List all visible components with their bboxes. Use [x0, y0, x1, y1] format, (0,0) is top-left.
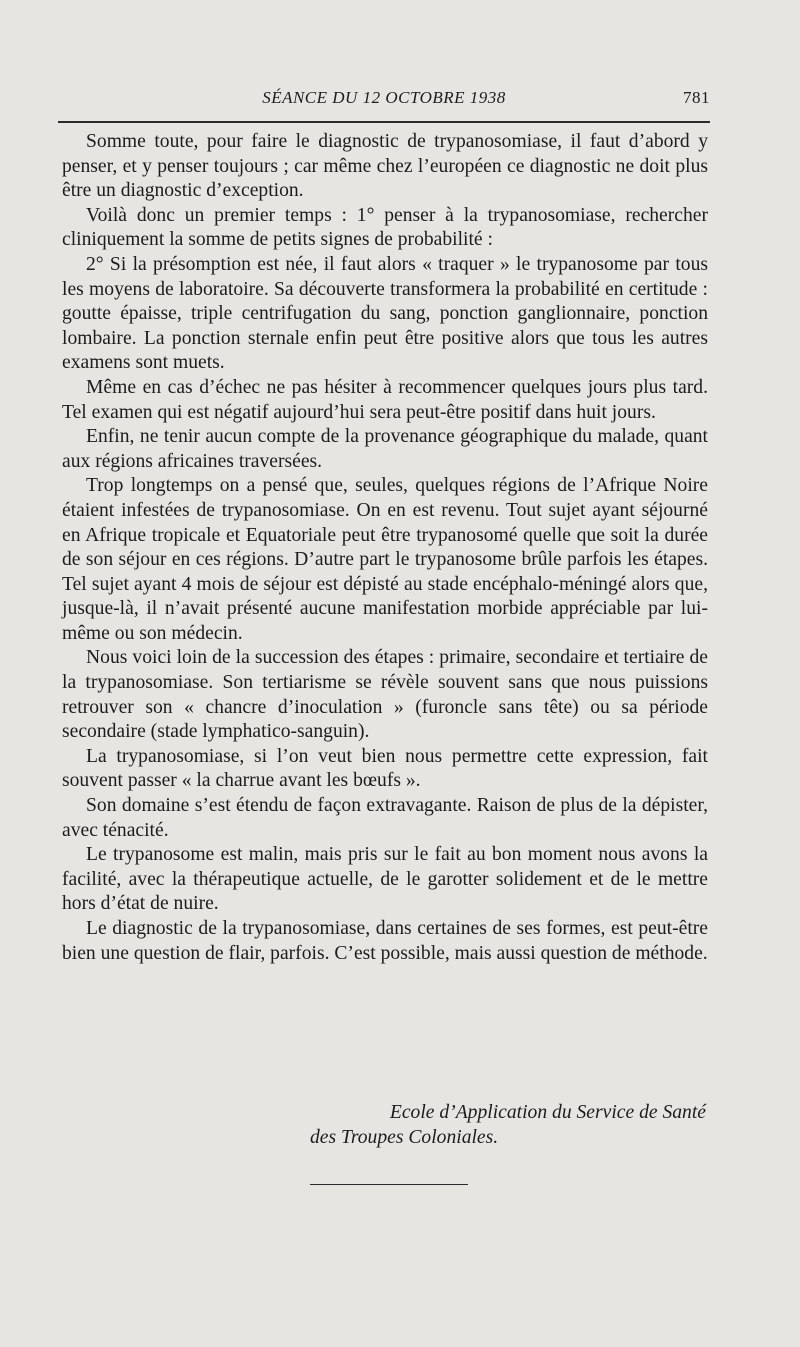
closing-rule [310, 1184, 468, 1185]
paragraph: 2° Si la présomption est née, il faut alors « traquer » le trypanosome par tous les moyens de laboratoire. Sa découverte transformera la probabilité en certitude : goutte épaisse, triple centrifugation du sang, ponction ganglionnaire, ponction lombaire. La ponction sternale enfin peut être positive alors que tous les autres examens sont muets. [62, 253, 708, 374]
paragraph: Le diagnostic de la trypanosomiase, dans certaines de ses formes, est peut-être bien une question de flair, parfois. C’est possible, mais aussi question de méthode. [62, 918, 708, 964]
paragraph: La trypanosomiase, si l’on veut bien nous permettre cette expression, fait souvent passer « la charrue avant les bœufs ». [62, 745, 708, 792]
paragraph: Nous voici loin de la succession des étapes : primaire, secondaire et tertiaire de la trypanosomiase. Son tertiarisme se révèle souvent sans que nous puissions retrouver son « chancre d’inoculation » (furoncle sans tête) ou sa période secondaire (stade lymphatico-sanguin). [62, 647, 708, 743]
paragraph: Son domaine s’est étendu de façon extravagante. Raison de plus de la dépister, avec ténacité. [62, 795, 708, 841]
running-header [58, 88, 710, 116]
article-body [62, 130, 708, 966]
paragraph: Voilà donc un premier temps : 1° penser à la trypanosomiase, rechercher cliniquement la somme de petits signes de probabilité : [62, 204, 708, 251]
signature-block [250, 1101, 706, 1150]
header-rule [58, 121, 710, 123]
paragraph: Somme toute, pour faire le diagnostic de trypanosomiase, il faut d’abord y penser, et y penser toujours ; car même chez l’européen ce diagnostic ne doit plus être un diagnostic d’exception. [62, 131, 708, 202]
signature-line-2: des Troupes Coloniales. [310, 1126, 499, 1148]
paragraph: Trop longtemps on a pensé que, seules, quelques régions de l’Afrique Noire étaient infestées de trypanosomiase. On en est revenu. Tout sujet ayant séjourné en Afrique tropicale et Equatoriale peut être trypanosomé quelle que soit la durée de son séjour en ces régions. D’autre part le trypanosome brûle parfois les étapes. Tel sujet ayant 4 mois de séjour est dépisté au stade encéphalo-méningé alors que, jusque-là, il n’avait présenté aucune manifestation morbide appréciable par lui-même ou son médecin. [62, 475, 708, 644]
page-number: 781 [683, 88, 710, 107]
paragraph: Le trypanosome est malin, mais pris sur le fait au bon moment nous avons la facilité, avec la thérapeutique actuelle, de le garotter solidement et de le mettre hors d’état de nuire. [62, 844, 708, 915]
signature-line-1: Ecole d’Application du Service de Santé [389, 1102, 706, 1123]
running-title: SÉANCE DU 12 OCTOBRE 1938 [262, 88, 506, 107]
paragraph: Enfin, ne tenir aucun compte de la provenance géographique du malade, quant aux régions africaines traversées. [62, 426, 708, 472]
paragraph: Même en cas d’échec ne pas hésiter à recommencer quelques jours plus tard. Tel examen qui est négatif aujourd’hui sera peut-être positif dans huit jours. [62, 376, 708, 423]
